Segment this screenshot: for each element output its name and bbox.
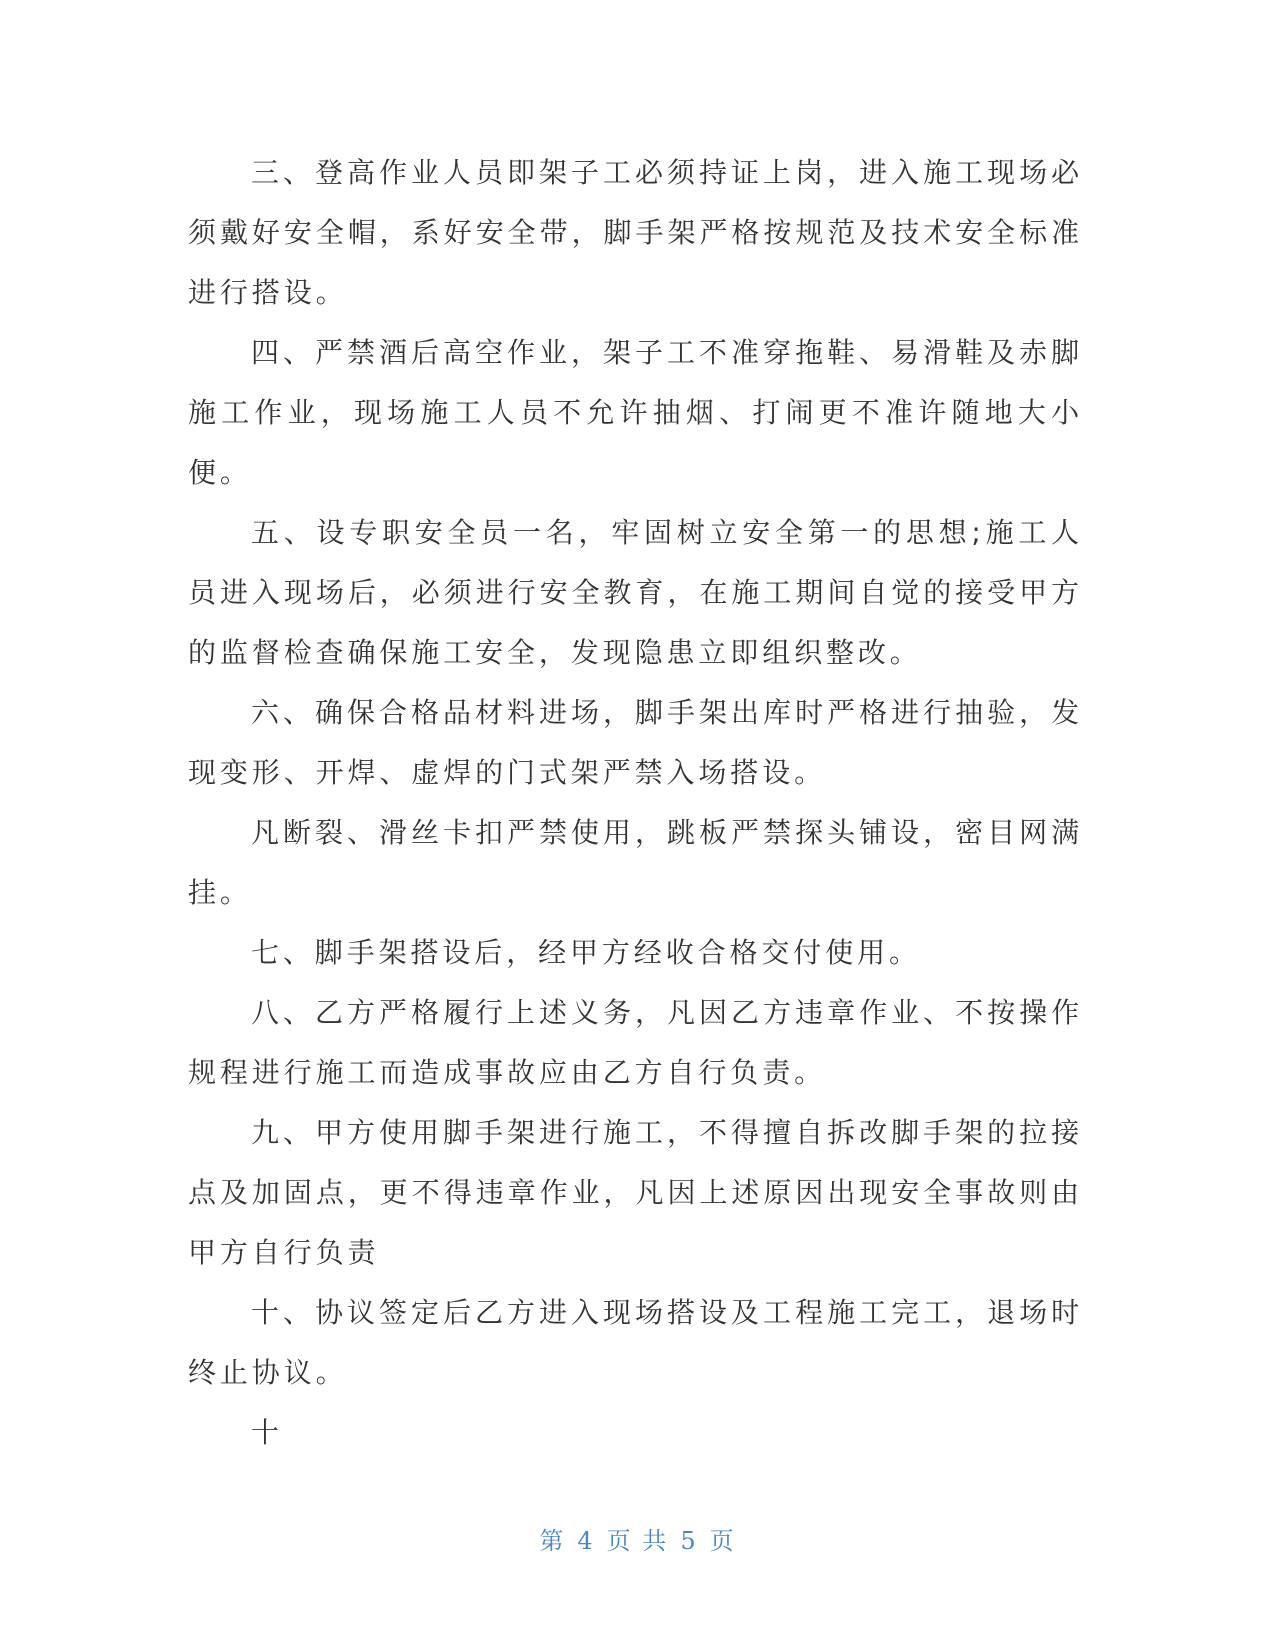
paragraph-5: 五、设专职安全员一名，牢固树立安全第一的思想;施工人员进入现场后，必须进行安全教育，在施工期间自觉的接受甲方的监督检查确保施工安全，发现隐患立即组织整改。 — [188, 516, 1083, 669]
footer-current-page: 4 — [577, 1527, 595, 1555]
paragraph-8: 八、乙方严格履行上述义务，凡因乙方违章作业、不按操作规程进行施工而造成事故应由乙方自行负责。 — [188, 996, 1083, 1089]
footer-prefix: 第 — [539, 1527, 566, 1555]
paragraph-9: 九、甲方使用脚手架进行施工，不得擅自拆改脚手架的拉接点及加固点，更不得违章作业，凡因上述原因出现安全事故则由甲方自行负责 — [188, 1116, 1083, 1269]
footer-middle: 页 共 — [606, 1527, 669, 1555]
footer-total-pages: 5 — [680, 1527, 698, 1555]
paragraph-10: 十、协议签定后乙方进入现场搭设及工程施工完工，退场时终止协议。 — [188, 1296, 1083, 1389]
paragraph-7: 七、脚手架搭设后，经甲方经收合格交付使用。 — [251, 936, 921, 969]
paragraph-6-continued: 凡断裂、滑丝卡扣严禁使用，跳板严禁探头铺设，密目网满挂。 — [188, 816, 1083, 909]
footer-suffix: 页 — [709, 1527, 736, 1555]
paragraph-6: 六、确保合格品材料进场，脚手架出库时严格进行抽验，发现变形、开焊、虚焊的门式架严禁入场搭设。 — [188, 696, 1083, 789]
page-footer — [0, 1526, 1275, 1556]
paragraph-11-start: 十 — [251, 1416, 283, 1449]
document-body — [188, 143, 1083, 1463]
paragraph-4: 四、严禁酒后高空作业，架子工不准穿拖鞋、易滑鞋及赤脚施工作业，现场施工人员不允许抽烟、打闹更不准许随地大小便。 — [188, 336, 1083, 489]
paragraph-3: 三、登高作业人员即架子工必须持证上岗，进入施工现场必须戴好安全帽，系好安全带，脚手架严格按规范及技术安全标准进行搭设。 — [188, 156, 1083, 309]
